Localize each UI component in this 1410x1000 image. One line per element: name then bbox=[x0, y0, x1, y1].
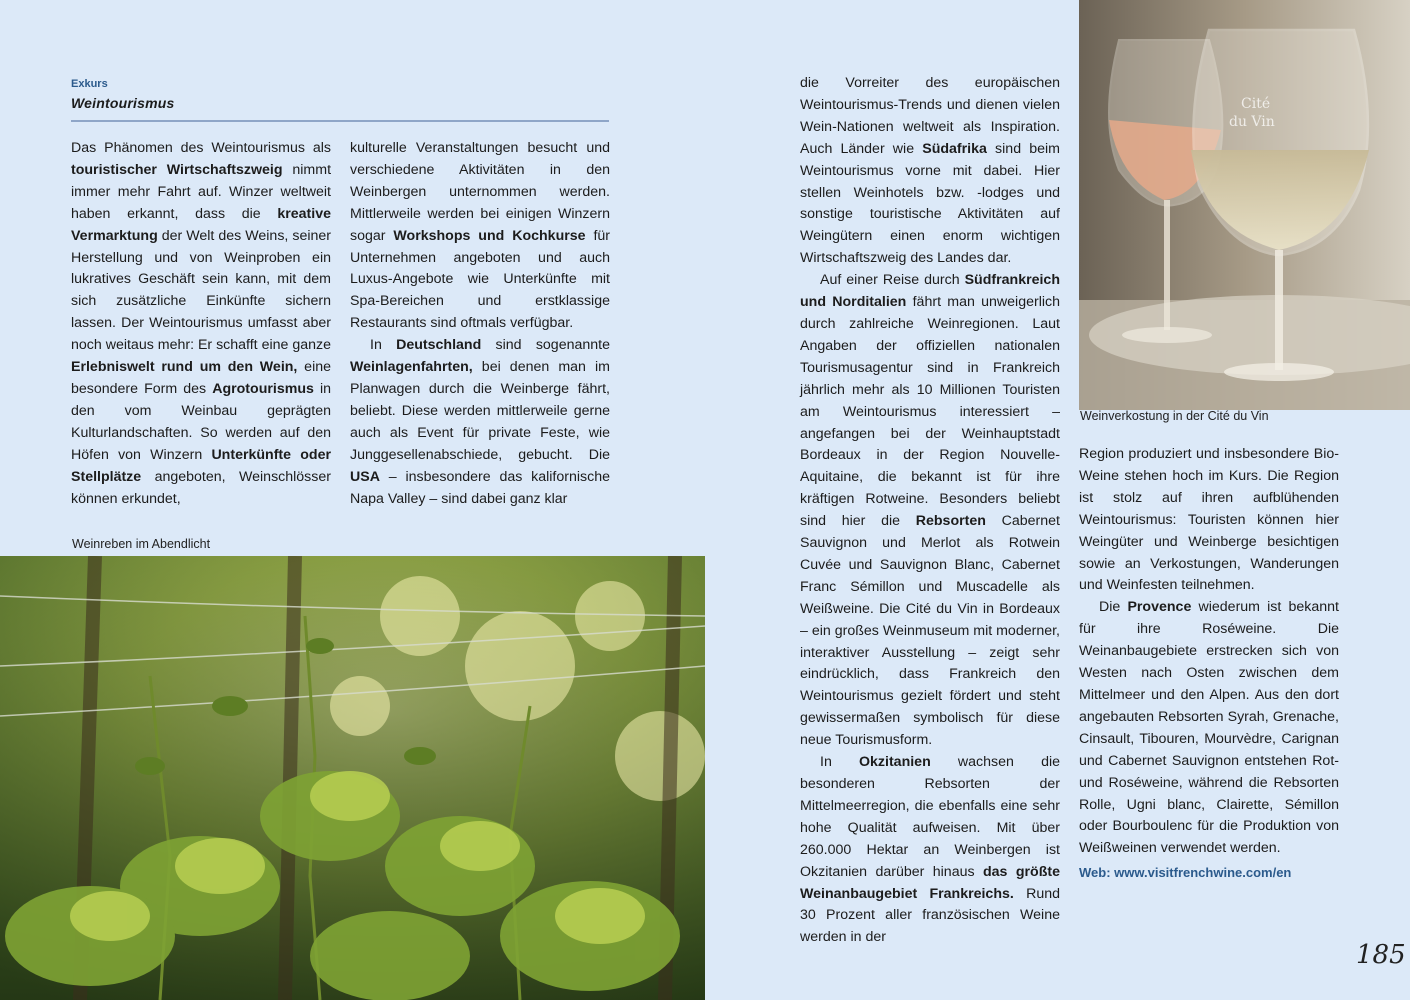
highlighted-term: Provence bbox=[1127, 599, 1192, 616]
section-label: Exkurs bbox=[71, 78, 108, 90]
paragraph bbox=[71, 138, 331, 510]
paragraph bbox=[1079, 444, 1339, 597]
highlighted-term: Erlebniswelt rund um den Wein, bbox=[71, 359, 298, 376]
text-column-4 bbox=[1079, 444, 1339, 884]
wine-glasses-photo bbox=[1079, 0, 1410, 410]
text-run: eine besondere Form des bbox=[71, 359, 331, 397]
highlighted-term: Agrotourismus bbox=[212, 380, 314, 397]
text-run: die Vorreiter des europäischen Weintourismus-Trends und dienen vielen Wein-Nationen weltweit als Inspiration. Auch Länder wie bbox=[800, 75, 1060, 157]
highlighted-term: Okzitanien bbox=[859, 754, 931, 771]
highlighted-term: Südfrankreich und Norditalien bbox=[800, 272, 1060, 311]
page-number: 185 bbox=[1356, 940, 1406, 970]
highlighted-term: das größte Weinanbaugebiet Frankreichs. bbox=[800, 863, 1060, 902]
glass-logo-text: Cité bbox=[1241, 96, 1271, 112]
text-run: sind beim Weintourismus vorne mit dabei. Hier stellen Weinhotels bzw. -lodges und sonstige touristische Aktivitäten auf Weingütern einen enorm wichtigen Wirtschaftszweig des Landes dar. bbox=[800, 140, 1060, 267]
text-run: Cabernet Sauvignon und Merlot als Rotwein Cuvée und Sauvignon Blanc, Cabernet Franc Sémillon und Muscadelle als Weißweine. Die Cité du Vin in Bordeaux – ein großes Weinmuseum mit moderner, interaktiver Ausstellung – zeigt sehr eindrücklich, dass Frankreich den Weintourismus gezielt fördert und steht gewissermaßen symbolisch für diese neue Tourismusform. bbox=[800, 513, 1060, 749]
highlighted-term: Rebsorten bbox=[915, 513, 986, 530]
text-run: Die bbox=[1099, 599, 1128, 616]
text-run: angeboten, Weinschlösser können erkundet, bbox=[71, 468, 331, 507]
text-run: nimmt immer mehr Fahrt auf. Winzer weltweit haben erkannt, dass die bbox=[71, 161, 332, 222]
text-run: In bbox=[370, 337, 397, 354]
text-run: in den vom Weinbau geprägten Kulturlandschaften. So werden auf den Höfen von Winzern bbox=[71, 380, 331, 463]
text-column-2 bbox=[350, 138, 610, 510]
glass-logo-text-2: du Vin bbox=[1229, 114, 1275, 130]
text-run: – insbesondere das kalifornische Napa Valley – sind dabei ganz klar bbox=[350, 468, 610, 507]
paragraph bbox=[350, 335, 610, 510]
text-run: Rund 30 Prozent aller französischen Weine werden in der bbox=[800, 885, 1060, 946]
text-run: für Unternehmen angeboten und auch Luxus-Angebote wie Unterkünfte mit Spa-Bereichen und erstklassige Restaurants sind oftmals verfügbar. bbox=[350, 227, 611, 332]
highlighted-term: kreative Vermarktung bbox=[71, 205, 331, 244]
wine-photo-caption: Weinverkostung in der Cité du Vin bbox=[1080, 409, 1269, 423]
text-run: wiederum ist bekannt für ihre Roséweine. Die Weinanbaugebiete erstrecken sich von Westen nach Osten zwischen dem Mittelmeer und den Alpen. Aus den dort angebauten Rebsorten Syrah, Grenache, Cinsault, Tibouren, Mourvèdre, Carignan und Cabernet Sauvignon entstehen Rot- und Roséweine, während die Rebsorten Rolle, Ugni blanc, Clairette, Sémillon oder Bourboulenc für die Produktion von Weißweinen verwendet werden. bbox=[1079, 599, 1339, 857]
highlighted-term: USA bbox=[350, 468, 380, 485]
paragraph bbox=[800, 73, 1060, 270]
paragraph bbox=[1079, 597, 1339, 860]
vineyard-photo-caption: Weinreben im Abendlicht bbox=[72, 537, 211, 551]
text-run: wachsen die besonderen Rebsorten der Mittelmeerregion, die ebenfalls eine sehr hohe Qualität aufweisen. Mit über 260.000 Hektar an Weinbergen ist Okzitanien darüber hinaus bbox=[800, 754, 1060, 880]
text-run: bei denen man im Planwagen durch die Weinberge fährt, beliebt. Diese werden mittlerweile gerne auch als Event für private Feste, wie Junggesellenabschiede, gebucht. Die bbox=[350, 359, 610, 463]
text-run: der Welt des Weins, seiner Herstellung und von Weinproben ein lukratives Geschäft sein kann, mit dem sich zusätzliche Einkünfte sichern lassen. Der Weintourismus umfasst aber noch weitaus mehr: Er schafft eine ganze bbox=[71, 227, 331, 354]
paragraph bbox=[800, 270, 1060, 752]
text-run: kulturelle Veranstaltungen besucht und verschiedene Aktivitäten in den Weinbergen unternommen werden. Mittlerweile werden bei einigen Winzern sogar bbox=[350, 140, 610, 244]
text-run: Auf einer Reise durch bbox=[820, 272, 965, 289]
highlighted-term: Deutschland bbox=[396, 337, 482, 354]
highlighted-term: Südafrika bbox=[922, 140, 987, 157]
text-run: In bbox=[820, 754, 859, 771]
text-run: Region produziert und insbesondere Bio-Weine stehen hoch im Kurs. Die Region ist stolz auf ihren aufblühenden Weintourismus: Touristen können hier Weingüter und Weinberge besichtigen sowie an Verkostungen, Wanderungen und Weinfesten teilnehmen. bbox=[1079, 446, 1339, 594]
highlighted-term: Workshops und Kochkurse bbox=[393, 227, 586, 244]
highlighted-term: touristischer Wirtschaftszweig bbox=[71, 161, 283, 178]
paragraph bbox=[350, 138, 610, 335]
title-divider bbox=[71, 120, 609, 122]
website-link[interactable]: Web: www.visitfrenchwine.com/en bbox=[1079, 865, 1292, 881]
vineyard-photo bbox=[0, 556, 705, 1000]
paragraph bbox=[800, 752, 1060, 949]
text-run: fährt man unweigerlich durch zahlreiche Weinregionen. Laut Angaben der offiziellen nationalen Tourismusagentur sind in Frankreich jährlich mehr als 10 Millionen Touristen am Weintourismus interessiert – angefangen bei der Weinhauptstadt Bordeaux in der Region Nouvelle-Aquitaine, die bekannt ist für ihre kräftigen Rotweine. Besonders beliebt sind hier die bbox=[800, 294, 1060, 530]
text-column-1 bbox=[71, 138, 331, 510]
text-column-3 bbox=[800, 73, 1060, 949]
text-run: sind sogenannte bbox=[481, 337, 610, 354]
highlighted-term: Unterkünfte oder Stellplätze bbox=[71, 446, 332, 485]
highlighted-term: Weinlagenfahrten, bbox=[350, 359, 473, 376]
article-title: Weintourismus bbox=[71, 95, 175, 111]
text-run: Das Phänomen des Weintourismus als bbox=[71, 140, 331, 156]
